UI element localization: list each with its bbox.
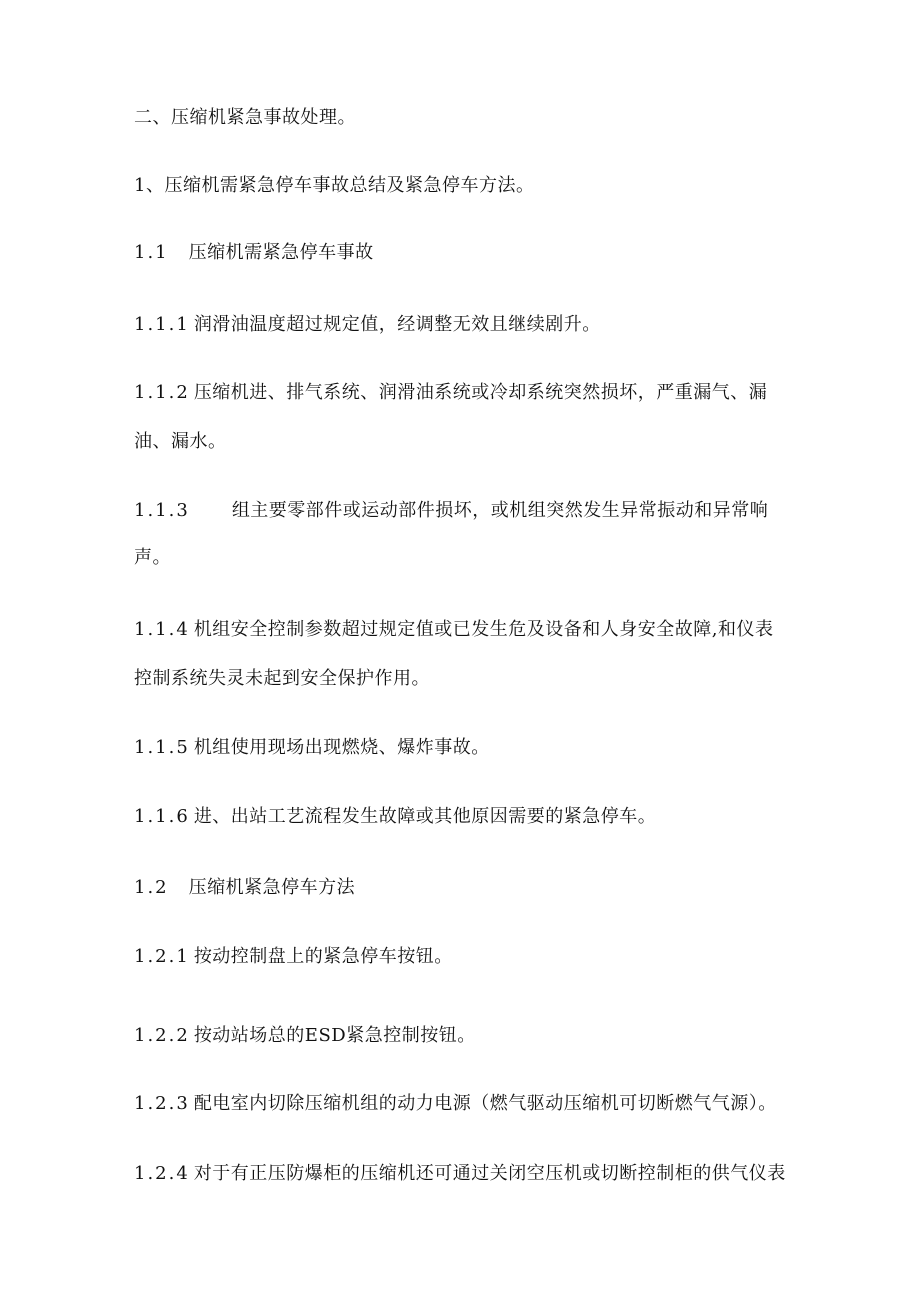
subsection-1-2 [134, 876, 355, 900]
item-number: 1.1.5 [134, 737, 190, 758]
section-1-title: 1、压缩机需紧急停车事故总结及紧急停车方法。 [134, 175, 535, 196]
item-1-1-3 [134, 499, 768, 523]
item-text: 压缩机进、排气系统、润滑油系统或冷却系统突然损坏，严重漏气、漏 [193, 382, 768, 403]
item-number: 1.1.2 [134, 382, 190, 403]
item-text: 进、出站工艺流程发生故障或其他原因需要的紧急停车。 [193, 806, 657, 827]
item-number: 1.2.4 [134, 1163, 190, 1184]
item-number: 1.1.1 [134, 314, 190, 335]
item-text: 配电室内切除压缩机组的动力电源（燃气驱动压缩机可切断燃气气源）。 [193, 1093, 777, 1114]
item-1-1-3-continued: 声。 [134, 547, 171, 568]
item-text: 润滑油温度超过规定值，经调整无效且继续剧升。 [193, 314, 601, 335]
item-1-1-1 [134, 313, 601, 337]
item-text: 机组安全控制参数超过规定值或已发生危及设备和人身安全故障,和仪表 [193, 619, 774, 640]
item-1-2-1 [134, 945, 453, 969]
item-1-2-4 [134, 1162, 786, 1186]
item-1-1-4-continued: 控制系统失灵未起到安全保护作用。 [134, 668, 430, 689]
item-number: 1.1.3 [134, 500, 190, 521]
item-number: 1.1.6 [134, 806, 190, 827]
item-number: 1.2.3 [134, 1093, 190, 1114]
item-number: 1.1 [134, 242, 169, 263]
item-1-1-4 [134, 618, 774, 642]
item-number: 1.2.1 [134, 946, 190, 967]
item-text: 压缩机需紧急停车事故 [188, 242, 374, 263]
item-1-1-6 [134, 805, 656, 829]
item-text: 压缩机紧急停车方法 [188, 877, 356, 898]
item-1-2-2 [134, 1024, 476, 1048]
item-text: 组主要零部件或运动部件损坏，或机组突然发生异常振动和异常响 [231, 500, 769, 521]
item-text: 机组使用现场出现燃烧、爆炸事故。 [193, 737, 490, 758]
item-number: 1.2.2 [134, 1025, 190, 1046]
item-text: 按动控制盘上的紧急停车按钮。 [193, 946, 453, 967]
item-1-1-2 [134, 381, 767, 405]
section-heading: 二、压缩机紧急事故处理。 [134, 107, 356, 128]
item-text: 对于有正压防爆柜的压缩机还可通过关闭空压机或切断控制柜的供气仪表 [193, 1163, 786, 1184]
subsection-1-1 [134, 241, 374, 265]
item-1-1-2-continued: 油、漏水。 [134, 431, 227, 452]
item-number: 1.1.4 [134, 619, 190, 640]
item-1-2-3 [134, 1092, 777, 1116]
item-number: 1.2 [134, 877, 169, 898]
item-1-1-5 [134, 736, 490, 760]
item-text: 按动站场总的ESD紧急控制按钮。 [193, 1025, 476, 1046]
